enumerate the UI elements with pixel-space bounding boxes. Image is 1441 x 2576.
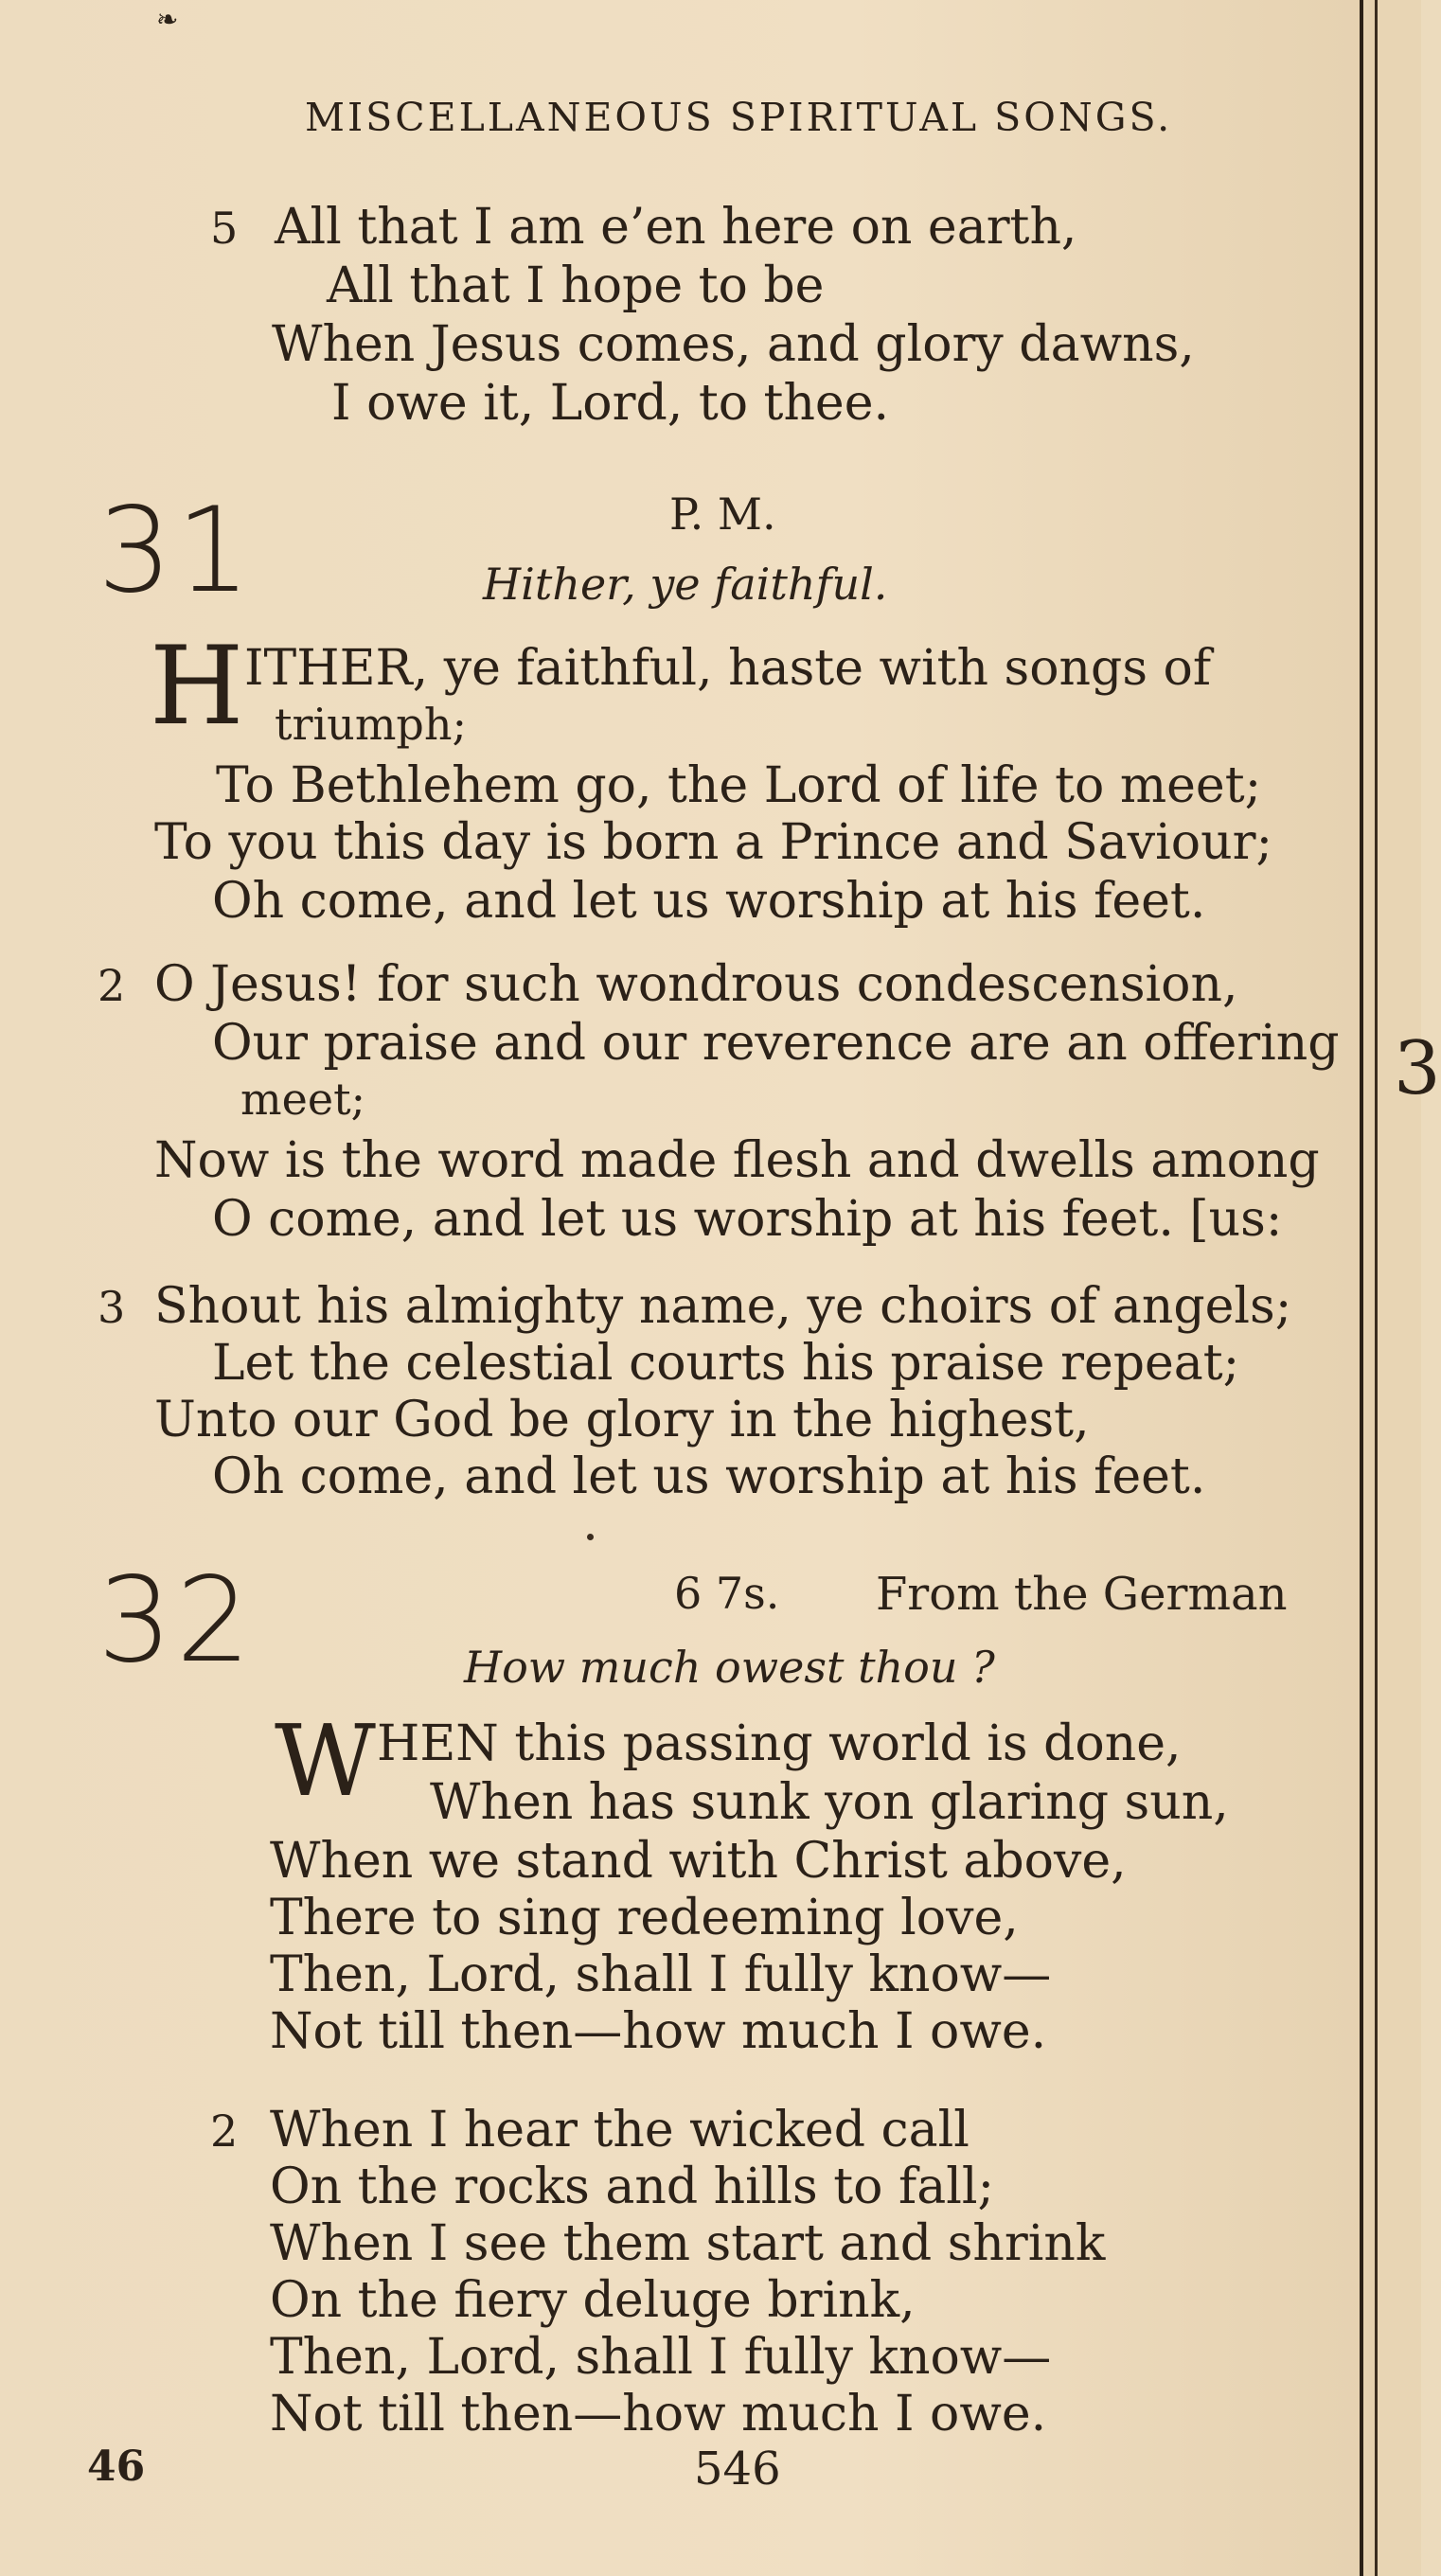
hymn-title: Hither, ye faithful. [483, 559, 888, 610]
verse-line: Not till then—how much I owe. [270, 2386, 1047, 2443]
stanza-number: 2 [210, 2105, 239, 2157]
hymn-number: 32 [98, 1553, 255, 1689]
verse-line: When Jesus comes, and glory dawns, [272, 316, 1195, 373]
verse-line: ITHER, ye faithful, haste with songs of [244, 640, 1212, 697]
next-page-edge [1378, 0, 1421, 2576]
verse-line: triumph; [275, 699, 468, 750]
verse-line: Not till then—how much I owe. [270, 2003, 1047, 2060]
verse-line: HEN this passing world is done, [377, 1715, 1182, 1772]
verse-line: Oh come, and let us worship at his feet. [212, 873, 1206, 930]
drop-cap: W [275, 1703, 376, 1819]
hymn-meter: P. M. [669, 489, 776, 540]
verse-line: When we stand with Christ above, [270, 1833, 1127, 1890]
verse-line: Oh come, and let us worship at his feet. [212, 1448, 1206, 1505]
verse-line: All that I am e’en here on earth, [275, 199, 1077, 256]
verse-line: On the fiery deluge brink, [270, 2272, 916, 2329]
verse-line: Unto our God be glory in the highest, [154, 1392, 1090, 1448]
verse-line: When I see them start and shrink [270, 2215, 1106, 2272]
stanza-number: 2 [98, 960, 126, 1011]
signature-mark: 46 [87, 2443, 146, 2491]
hymn-meter: 6 7s. [674, 1568, 780, 1619]
verse-line: Shout his almighty name, ye choirs of angels; [154, 1278, 1292, 1335]
stanza-number: 5 [210, 203, 239, 254]
corner-ornament: ❧ [156, 4, 179, 35]
verse-line: meet; [240, 1074, 366, 1125]
verse-line: On the rocks and hills to fall; [270, 2159, 995, 2215]
verse-line: O Jesus! for such wondrous condescension, [154, 956, 1238, 1013]
verse-line: When I hear the wicked call [270, 2102, 970, 2159]
page-edge-line [1360, 0, 1363, 2576]
verse-line: Then, Lord, shall I fully know— [270, 1946, 1052, 2003]
stanza-number: 3 [98, 1282, 126, 1333]
verse-line: O come, and let us worship at his feet. [us: [212, 1191, 1283, 1248]
verse-line: Now is the word made flesh and dwells among [154, 1132, 1320, 1189]
verse-line: All that I hope to be [327, 258, 825, 314]
verse-line: Let the celestial courts his praise repeat; [212, 1335, 1240, 1392]
hymn-title: How much owest thou ? [464, 1642, 995, 1693]
next-page-fragment: 3 [1394, 1026, 1441, 1111]
page-number: 546 [694, 2443, 781, 2496]
verse-line: Then, Lord, shall I fully know— [270, 2329, 1052, 2386]
verse-line: Our praise and our reverence are an offering [212, 1015, 1340, 1072]
verse-line: To Bethlehem go, the Lord of life to meet; [216, 757, 1262, 814]
verse-line: To you this day is born a Prince and Saviour; [154, 814, 1272, 871]
drop-cap: H [150, 623, 244, 749]
hymn-number: 31 [98, 483, 255, 619]
hymn-source: From the German [876, 1568, 1288, 1621]
running-head: MISCELLANEOUS SPIRITUAL SONGS. [305, 95, 1173, 140]
verse-line: There to sing redeeming love, [270, 1890, 1019, 1946]
verse-line: I owe it, Lord, to thee. [331, 375, 890, 432]
verse-line: When has sunk yon glaring sun, [430, 1774, 1229, 1831]
ink-speck [587, 1534, 594, 1540]
